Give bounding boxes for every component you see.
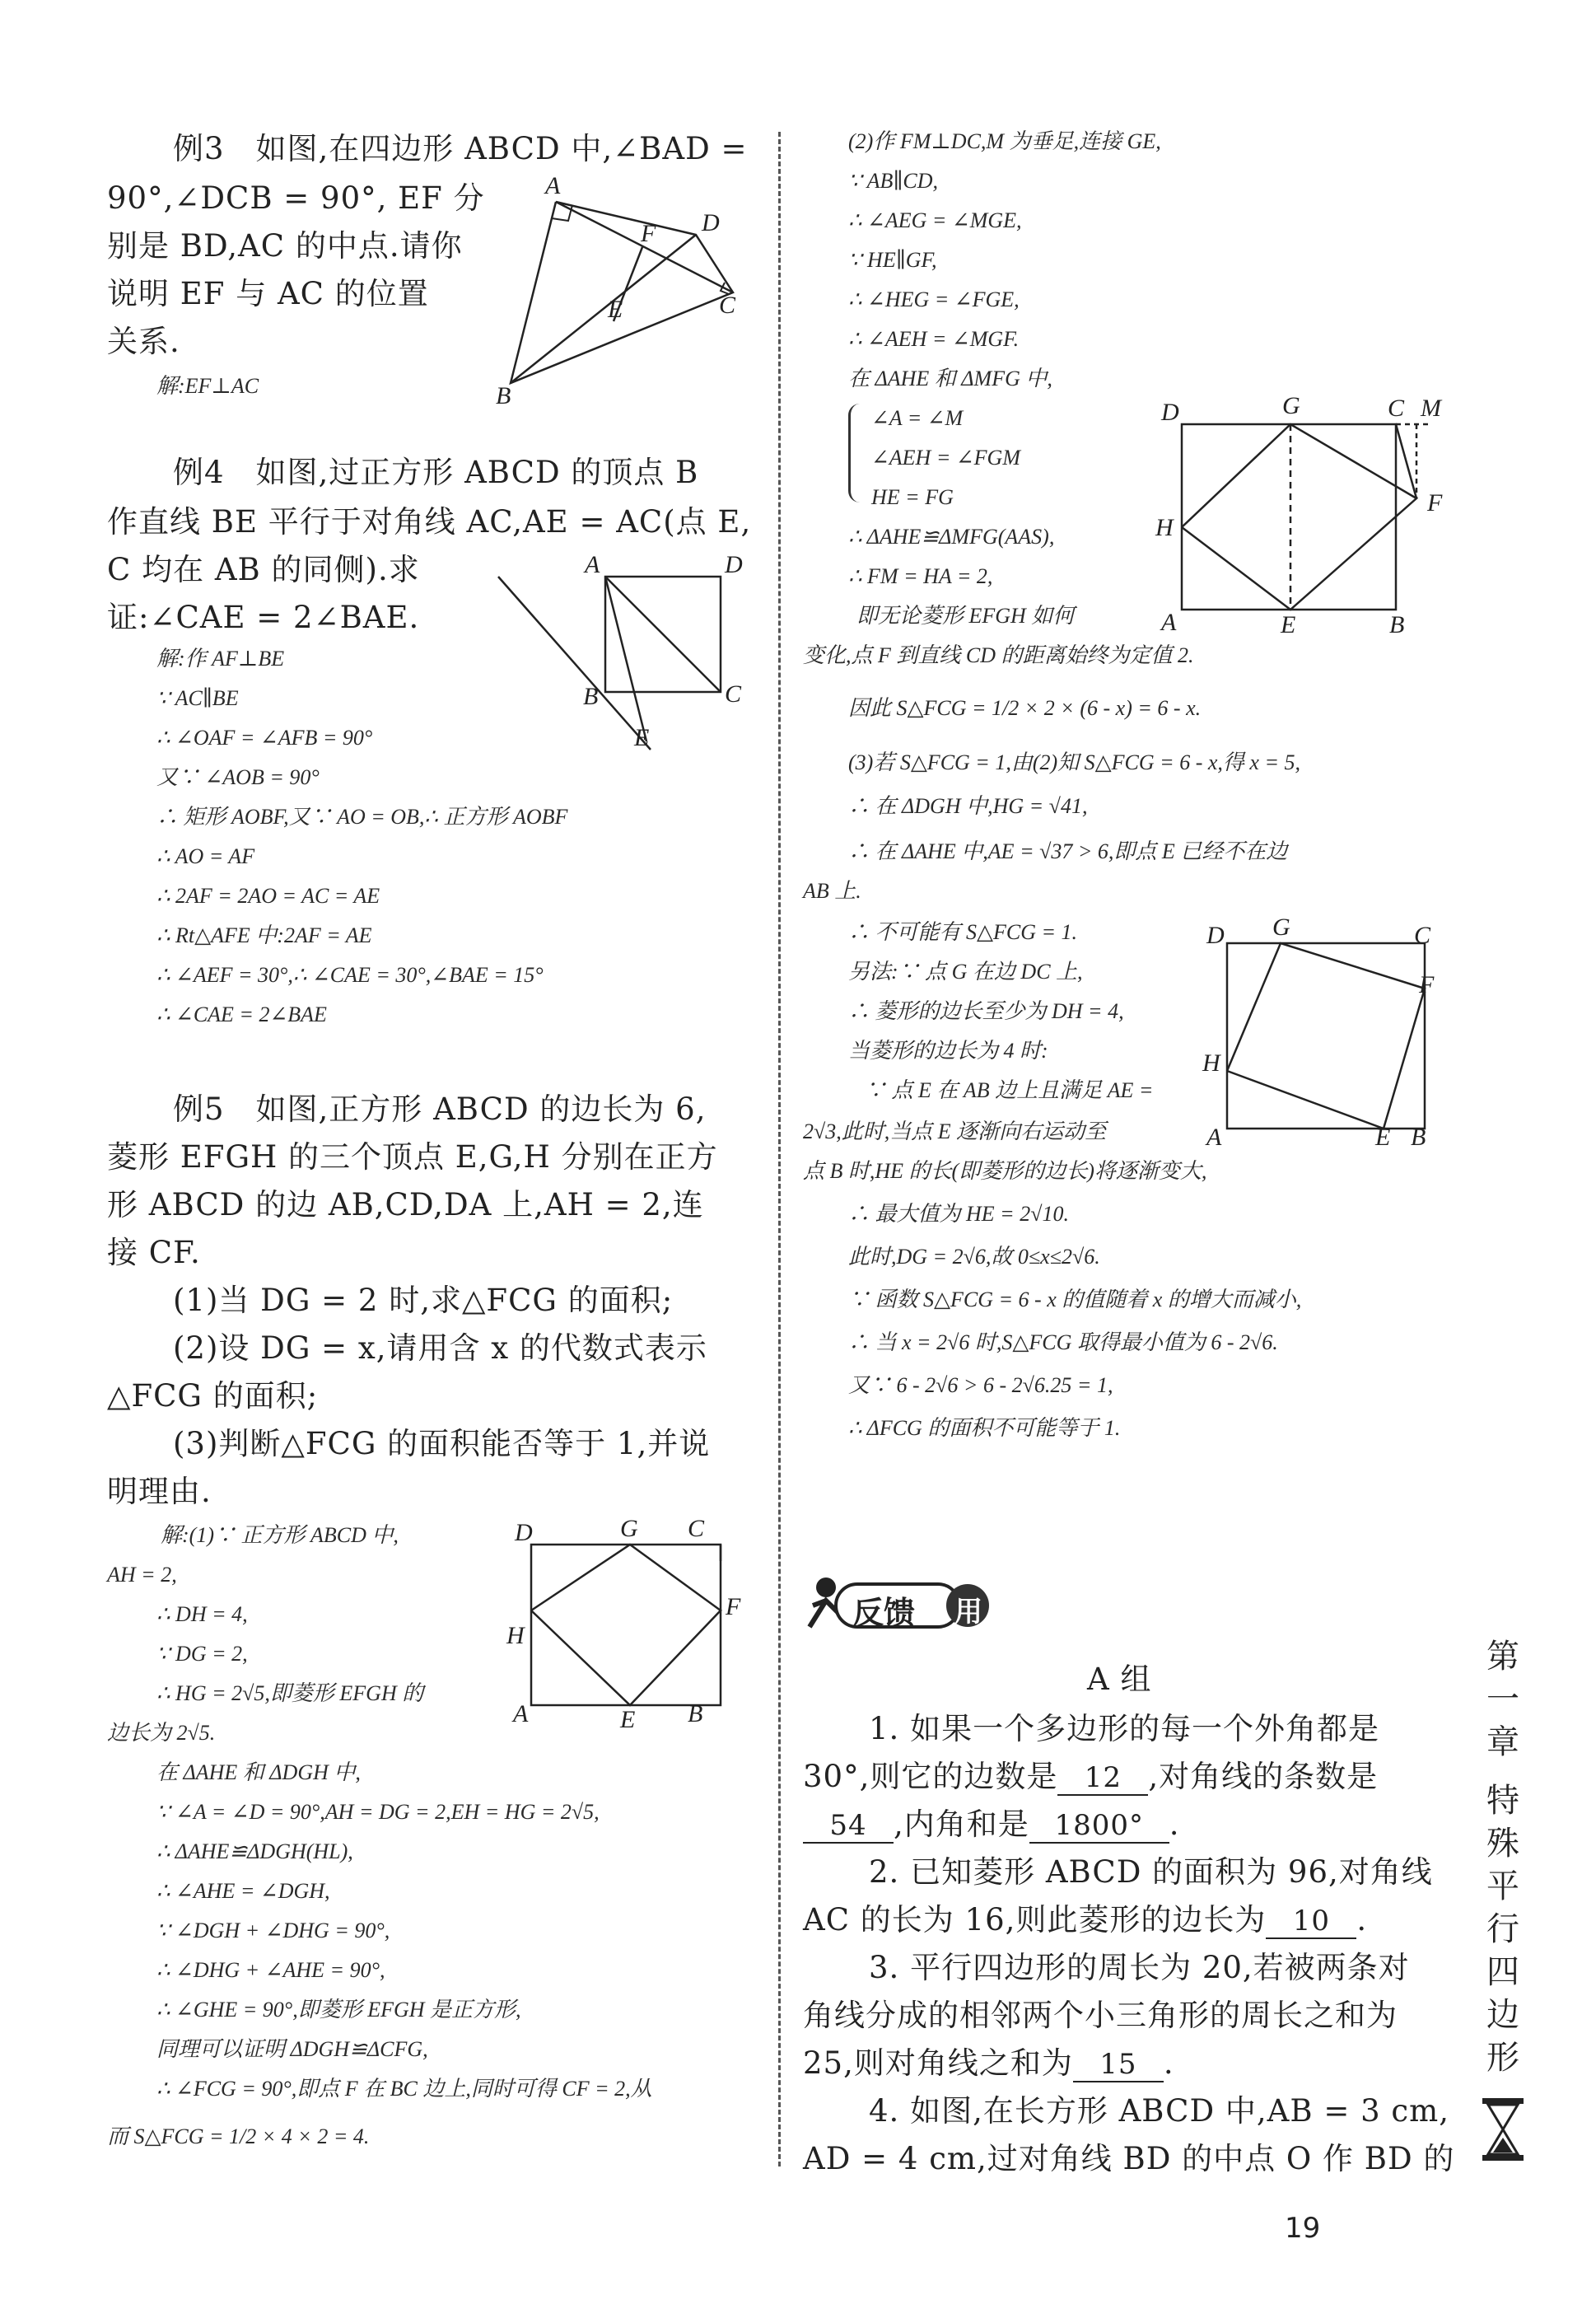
ex5-sol-line: 而 S△FCG = 1/2 × 4 × 2 = 4. xyxy=(107,2124,370,2148)
part3-line: ∴ 不可能有 S△FCG = 1. xyxy=(848,920,1078,944)
label-g: G xyxy=(1272,914,1290,941)
part3-line: ∴ 当 x = 2√6 时,S△FCG 取得最小值为 6 - 2√6. xyxy=(848,1330,1278,1354)
label-b: B xyxy=(496,382,511,408)
sidebar-char: 第 xyxy=(1486,1638,1519,1676)
label-f: F xyxy=(1419,971,1435,998)
q1-text: . xyxy=(1169,1807,1180,1842)
ex5-sol-line: ∵ ∠DGH + ∠DHG = 90°, xyxy=(156,1919,390,1942)
q1-answer-sides: 12 xyxy=(1057,1761,1148,1796)
ex5-sol-line: 边长为 2√5. xyxy=(107,1721,216,1745)
label-f: F xyxy=(1427,489,1443,516)
sidebar-char: 一 xyxy=(1486,1680,1519,1718)
feedback-label: 反馈 xyxy=(852,1595,916,1631)
q1-text: 30°,则它的边数是 xyxy=(803,1759,1058,1794)
ex5-sol-line: 解:(1)∵ 正方形 ABCD 中, xyxy=(161,1523,399,1547)
q2-line2 xyxy=(803,1896,1367,1944)
ex5-line: 菱形 EFGH 的三个顶点 E,G,H 分别在正方 xyxy=(107,1139,718,1175)
sidebar-char: 殊 xyxy=(1486,1825,1519,1863)
ex5-sol-line: ∵ DG = 2, xyxy=(156,1642,248,1666)
label-h: H xyxy=(1155,514,1174,541)
label-e: E xyxy=(608,296,623,323)
part2-line: ∴ ∠AEG = ∠MGE, xyxy=(848,208,1022,232)
label-c: C xyxy=(1388,395,1405,422)
label-f: F xyxy=(641,220,656,247)
part2-line: ∴ ∠AEH = ∠MGF. xyxy=(848,327,1020,351)
q1-text: ,对角线的条数是 xyxy=(1148,1759,1379,1794)
ex3-solution: 解:EF⊥AC xyxy=(156,374,259,398)
ex3-figure xyxy=(486,169,758,408)
ex5-line: 例5 如图,正方形 ABCD 的边长为 6, xyxy=(173,1091,707,1127)
ex4-sol-line: ∴ AO = AF xyxy=(156,844,255,868)
brace xyxy=(848,404,867,502)
ex5-sol-line: ∴ HG = 2√5,即菱形 EFGH 的 xyxy=(156,1681,424,1705)
q4-line2: AD = 4 cm,过对角线 BD 的中点 O 作 BD 的 xyxy=(803,2141,1455,2176)
ex5-sol-line: ∴ ΔAHE≌ΔDGH(HL), xyxy=(156,1839,353,1863)
label-g: G xyxy=(620,1515,638,1542)
q1-answer-angle-sum: 1800° xyxy=(1029,1809,1169,1844)
ex5-sol-line: ∴ ∠DHG + ∠AHE = 90°, xyxy=(156,1958,385,1982)
part3-line: 2√3,此时,当点 E 逐渐向右运动至 xyxy=(803,1119,1107,1143)
part3-line: ∴ 最大值为 HE = 2√10. xyxy=(848,1202,1069,1226)
part2-line: 因此 S△FCG = 1/2 × 2 × (6 - x) = 6 - x. xyxy=(848,696,1202,720)
part3-line: ∴ 在 ΔDGH 中,HG = √41, xyxy=(848,794,1088,818)
label-a: A xyxy=(585,551,600,578)
group-title: A 组 xyxy=(1087,1662,1152,1697)
part3-line: 点 B 时,HE 的长(即菱形的边长)将逐渐变大, xyxy=(803,1159,1207,1183)
part2-line: 在 ΔAHE 和 ΔMFG 中, xyxy=(848,367,1052,390)
label-m: M xyxy=(1421,395,1441,422)
ex3-line: 例3 如图,在四边形 ABCD 中,∠BAD = xyxy=(173,131,748,166)
part2-line: HE = FG xyxy=(871,485,954,509)
part3-line: ∴ 在 ΔAHE 中,AE = √37 > 6,即点 E 已经不在边 xyxy=(848,839,1288,863)
ex5-sol-line: ∵ ∠A = ∠D = 90°,AH = DG = 2,EH = HG = 2√5, xyxy=(156,1800,600,1824)
ex4-sol-line: ∴ 矩形 AOBF,又∵ AO = OB,∴ 正方形 AOBF xyxy=(156,805,568,829)
ex4-figure xyxy=(494,544,758,758)
ex5-line: 形 ABCD 的边 AB,CD,DA 上,AH = 2,连 xyxy=(107,1187,704,1222)
q4-line1: 4. 如图,在长方形 ABCD 中,AB = 3 cm, xyxy=(869,2093,1449,2129)
part2-line: ∴ FM = HA = 2, xyxy=(848,564,993,588)
label-d: D xyxy=(702,209,720,236)
part3-line: ∵ 点 E 在 AB 边上且满足 AE = xyxy=(865,1078,1154,1102)
label-b: B xyxy=(583,683,599,710)
label-e: E xyxy=(1281,611,1296,638)
ex5-sol-line: 同理可以证明 ΔDGH≌ΔCFG, xyxy=(156,2037,428,2061)
q1-line2 xyxy=(803,1753,1378,1801)
part2-line: ∠AEH = ∠FGM xyxy=(871,446,1020,470)
label-b: B xyxy=(1411,1124,1426,1151)
page-number: 19 xyxy=(1285,2212,1321,2245)
ex4-line: 证:∠CAE = 2∠BAE. xyxy=(107,600,420,635)
label-b: B xyxy=(688,1700,703,1727)
part2-line: 即无论菱形 EFGH 如何 xyxy=(856,604,1075,628)
label-g: G xyxy=(1282,392,1300,419)
label-h: H xyxy=(1202,1049,1220,1077)
label-e: E xyxy=(1375,1124,1391,1151)
label-c: C xyxy=(725,680,742,708)
label-a: A xyxy=(1161,609,1177,636)
ex4-sol-line: ∴ ∠AEF = 30°,∴ ∠CAE = 30°,∠BAE = 15° xyxy=(156,963,544,987)
label-h: H xyxy=(506,1622,525,1649)
ex5-line: △FCG 的面积; xyxy=(107,1378,319,1414)
ex5-sol-line: ∴ ∠FCG = 90°,即点 F 在 BC 边上,同时可得 CF = 2,从 xyxy=(156,2077,652,2101)
q3-line2: 角线分成的相邻两个小三角形的周长之和为 xyxy=(803,1998,1398,2033)
label-e: E xyxy=(620,1706,636,1733)
ex4-sol-line: ∴ 2AF = 2AO = AC = AE xyxy=(156,884,380,908)
ex5-sol-line: ∴ DH = 4, xyxy=(156,1602,248,1626)
q3-line1: 3. 平行四边形的周长为 20,若被两条对 xyxy=(869,1950,1410,1985)
part2-line: ∴ ΔAHE≌ΔMFG(AAS), xyxy=(848,525,1055,549)
q3-answer: 15 xyxy=(1073,2048,1164,2082)
ex3-line: 别是 BD,AC 的中点.请你 xyxy=(107,228,463,264)
part3-figure xyxy=(1198,906,1454,1162)
ex4-sol-line: 解:作 AF⊥BE xyxy=(156,647,285,671)
q3-text: 25,则对角线之和为 xyxy=(803,2045,1073,2081)
ex3-line: 90°,∠DCB = 90°, EF 分 xyxy=(107,180,485,216)
ex5-sol-line: ∴ ∠AHE = ∠DGH, xyxy=(156,1879,330,1903)
ex3-line: 说明 EF 与 AC 的位置 xyxy=(107,276,429,311)
part2-line: ∠A = ∠M xyxy=(871,406,964,430)
ex5-line: (1)当 DG = 2 时,求△FCG 的面积; xyxy=(173,1283,674,1318)
part3-line: 另法:∵ 点 G 在边 DC 上, xyxy=(848,960,1083,984)
part2-line: ∴ ∠HEG = ∠FGE, xyxy=(848,287,1020,311)
q2-text: AC 的长为 16,则此菱形的边长为 xyxy=(803,1902,1267,1937)
label-f: F xyxy=(726,1593,741,1620)
feedback-icon-text: 用 xyxy=(954,1596,982,1629)
label-a: A xyxy=(545,172,561,199)
sidebar-char: 形 xyxy=(1486,2039,1519,2077)
ex3-line: 关系. xyxy=(107,324,180,359)
part3-line: ∴ 菱形的边长至少为 DH = 4, xyxy=(848,999,1124,1023)
ex5-sol-line: 在 ΔAHE 和 ΔDGH 中, xyxy=(156,1760,361,1784)
part3-line: AB 上. xyxy=(803,879,861,903)
sidebar-char: 行 xyxy=(1486,1910,1519,1948)
sidebar-char: 边 xyxy=(1486,1996,1519,2034)
ex5-line: 接 CF. xyxy=(107,1235,201,1270)
part2-line: ∵ AB∥CD, xyxy=(848,169,938,193)
label-d: D xyxy=(515,1519,533,1546)
label-c: C xyxy=(688,1515,705,1542)
label-a: A xyxy=(1206,1124,1222,1151)
ex5-line: 明理由. xyxy=(107,1474,212,1509)
ex5-sol-line: AH = 2, xyxy=(107,1563,177,1587)
sidebar-char: 章 xyxy=(1486,1723,1519,1761)
label-b: B xyxy=(1389,611,1405,638)
ex4-sol-line: 又∵ ∠AOB = 90° xyxy=(156,765,320,789)
part2-line: 变化,点 F 到直线 CD 的距离始终为定值 2. xyxy=(803,643,1194,667)
column-divider xyxy=(778,132,781,2166)
label-a: A xyxy=(513,1700,529,1727)
sidebar-char: 特 xyxy=(1486,1782,1519,1820)
ex4-sol-line: ∴ Rt△AFE 中:2AF = AE xyxy=(156,923,372,947)
label-e: E xyxy=(634,724,650,751)
q2-text: . xyxy=(1356,1902,1368,1937)
ex4-line: 例4 如图,过正方形 ABCD 的顶点 B xyxy=(173,455,699,490)
label-d: D xyxy=(1161,399,1179,426)
label-c: C xyxy=(719,292,736,319)
q1-text: ,内角和是 xyxy=(894,1807,1029,1842)
q1-line3 xyxy=(803,1801,1180,1849)
label-d: D xyxy=(1206,922,1225,949)
ex5-line: (3)判断△FCG 的面积能否等于 1,并说 xyxy=(173,1426,711,1461)
part2-line: ∵ HE∥GF, xyxy=(848,248,937,272)
ex4-sol-line: ∵ AC∥BE xyxy=(156,686,239,710)
ex5-figure xyxy=(498,1512,762,1734)
q3-line3 xyxy=(803,2040,1174,2087)
label-c: C xyxy=(1414,922,1431,949)
q2-answer: 10 xyxy=(1266,1905,1356,1939)
ex4-line: 作直线 BE 平行于对角线 AC,AE = AC(点 E, xyxy=(107,504,752,540)
ex4-line: C 均在 AB 的同侧).求 xyxy=(107,552,420,587)
ex4-sol-line: ∴ ∠OAF = ∠AFB = 90° xyxy=(156,726,373,750)
ex5-sol-line: ∴ ∠GHE = 90°,即菱形 EFGH 是正方形, xyxy=(156,1998,521,2022)
feedback-badge xyxy=(803,1569,1001,1638)
q1-answer-diagonals: 54 xyxy=(803,1809,894,1844)
part2-figure xyxy=(1149,387,1454,643)
part3-line: (3)若 S△FCG = 1,由(2)知 S△FCG = 6 - x,得 x = 5, xyxy=(848,750,1300,774)
ex4-sol-line: ∴ ∠CAE = 2∠BAE xyxy=(156,1003,327,1026)
ex5-line: (2)设 DG = x,请用含 x 的代数式表示 xyxy=(173,1330,707,1366)
sidebar-char: 四 xyxy=(1486,1953,1519,1991)
label-d: D xyxy=(725,551,743,578)
sidebar-char: 平 xyxy=(1486,1867,1519,1905)
hourglass-icon xyxy=(1478,2096,1528,2162)
part3-line: 此时,DG = 2√6,故 0≤x≤2√6. xyxy=(848,1245,1100,1269)
q1-line1: 1. 如果一个多边形的每一个外角都是 xyxy=(869,1711,1380,1746)
q3-text: . xyxy=(1163,2045,1174,2081)
part3-line: ∴ ΔFCG 的面积不可能等于 1. xyxy=(848,1416,1121,1440)
part2-line: (2)作 FM⊥DC,M 为垂足,连接 GE, xyxy=(848,129,1161,153)
part3-line: 当菱形的边长为 4 时: xyxy=(848,1039,1048,1063)
q2-line1: 2. 已知菱形 ABCD 的面积为 96,对角线 xyxy=(869,1854,1433,1890)
part3-line: ∵ 函数 S△FCG = 6 - x 的值随着 x 的增大而减小, xyxy=(848,1288,1302,1311)
part3-line: 又∵ 6 - 2√6 > 6 - 2√6.25 = 1, xyxy=(848,1373,1113,1397)
